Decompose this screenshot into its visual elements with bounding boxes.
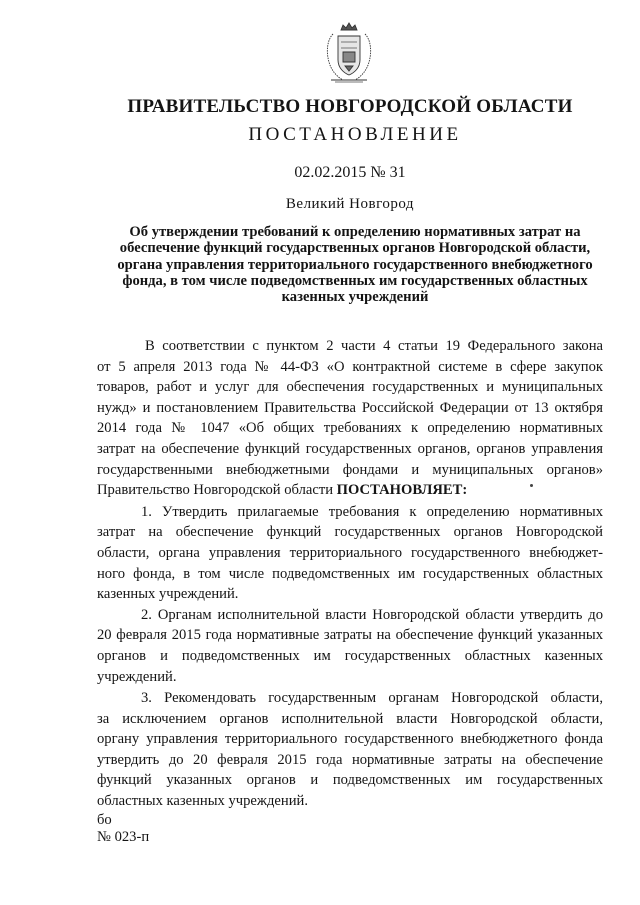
body-line: учреждений. xyxy=(97,668,177,685)
body-line: утвердить до 20 февраля 2015 года нормативные затраты на обеспечение xyxy=(97,751,603,768)
body-line: органов и подведомственных им государственных областных казенных xyxy=(97,647,603,664)
decree-word: ПОСТАНОВЛЯЕТ: xyxy=(336,482,468,499)
scan-mark xyxy=(530,484,533,487)
body-line: за исключением органов исполнительной власти Новгородской области, xyxy=(97,710,603,727)
body-line: функций указанных органов и подведомственных им государственных xyxy=(97,772,603,789)
document-footer xyxy=(97,812,149,846)
subject-line: Об утверждении требований к определению нормативных затрат на xyxy=(129,224,581,240)
decree-subject: Правительство Новгородской области xyxy=(97,482,337,499)
executor-initials: бо xyxy=(97,812,112,828)
document-subject xyxy=(108,224,602,305)
body-line: государственными внебюджетными фондами и муниципальных органов» xyxy=(97,461,603,478)
registration-number: № 023-п xyxy=(97,829,150,845)
body-line: товаров, работ и услуг для обеспечения государственных и муниципальных xyxy=(97,379,603,396)
document-body xyxy=(97,336,603,812)
body-line: казенных учреждений. xyxy=(97,586,239,603)
body-line: областных казенных учреждений. xyxy=(97,793,308,810)
item-2-paragraph xyxy=(97,605,603,687)
subject-line: фонда, в том числе подведомственных им государственных областных xyxy=(122,272,588,289)
subject-line: казенных учреждений xyxy=(281,289,429,306)
preamble-paragraph xyxy=(97,336,603,501)
body-line: затрат на обеспечение функций государственных органов, органов управления xyxy=(97,440,603,457)
government-name-heading: ПРАВИТЕЛЬСТВО НОВГОРОДСКОЙ ОБЛАСТИ xyxy=(127,96,573,117)
decree-line xyxy=(97,480,603,501)
body-line: 2. Органам исполнительной власти Новгородской области утвердить до xyxy=(141,606,603,623)
city-name: Великий Новгород xyxy=(285,196,415,212)
coat-of-arms-emblem xyxy=(323,22,375,84)
body-line: от 5 апреля 2013 года № 44-ФЗ «О контрактной системе в сфере закупок xyxy=(97,358,603,375)
body-line: 1. Утвердить прилагаемые требования к определению нормативных xyxy=(141,503,603,520)
body-line: области, органа управления территориального государственного внебюджет- xyxy=(97,544,603,561)
item-3-paragraph xyxy=(97,688,603,812)
subject-line: органа управления территориального государственного внебюджетного xyxy=(117,256,593,273)
body-line: 3. Рекомендовать государственным органам Новгородской области, xyxy=(141,690,603,707)
subject-line: обеспечение функций государственных органов Новгородской области, xyxy=(119,240,591,257)
body-line: В соответствии с пунктом 2 части 4 статьи 19 Федерального закона xyxy=(145,338,603,354)
item-1-paragraph xyxy=(97,502,603,605)
body-line: нужд» и постановлением Правительства Российской Федерации от 13 октября xyxy=(97,399,603,416)
document-type-heading: ПОСТАНОВЛЕНИЕ xyxy=(248,124,462,145)
body-line: затрат на обеспечение функций государственных органов Новгородской xyxy=(97,524,603,541)
body-line: 2014 года № 1047 «Об общих требованиях к определению нормативных xyxy=(97,420,603,437)
body-line: органу управления территориального государственного внебюджетного фонда xyxy=(97,731,603,748)
body-line: ного фонда, в том числе подведомственных им государственных областных xyxy=(97,565,603,582)
body-line: 20 февраля 2015 года нормативные затраты на обеспечение функций указанных xyxy=(97,627,603,644)
date-and-number: 02.02.2015 № 31 xyxy=(294,164,406,181)
